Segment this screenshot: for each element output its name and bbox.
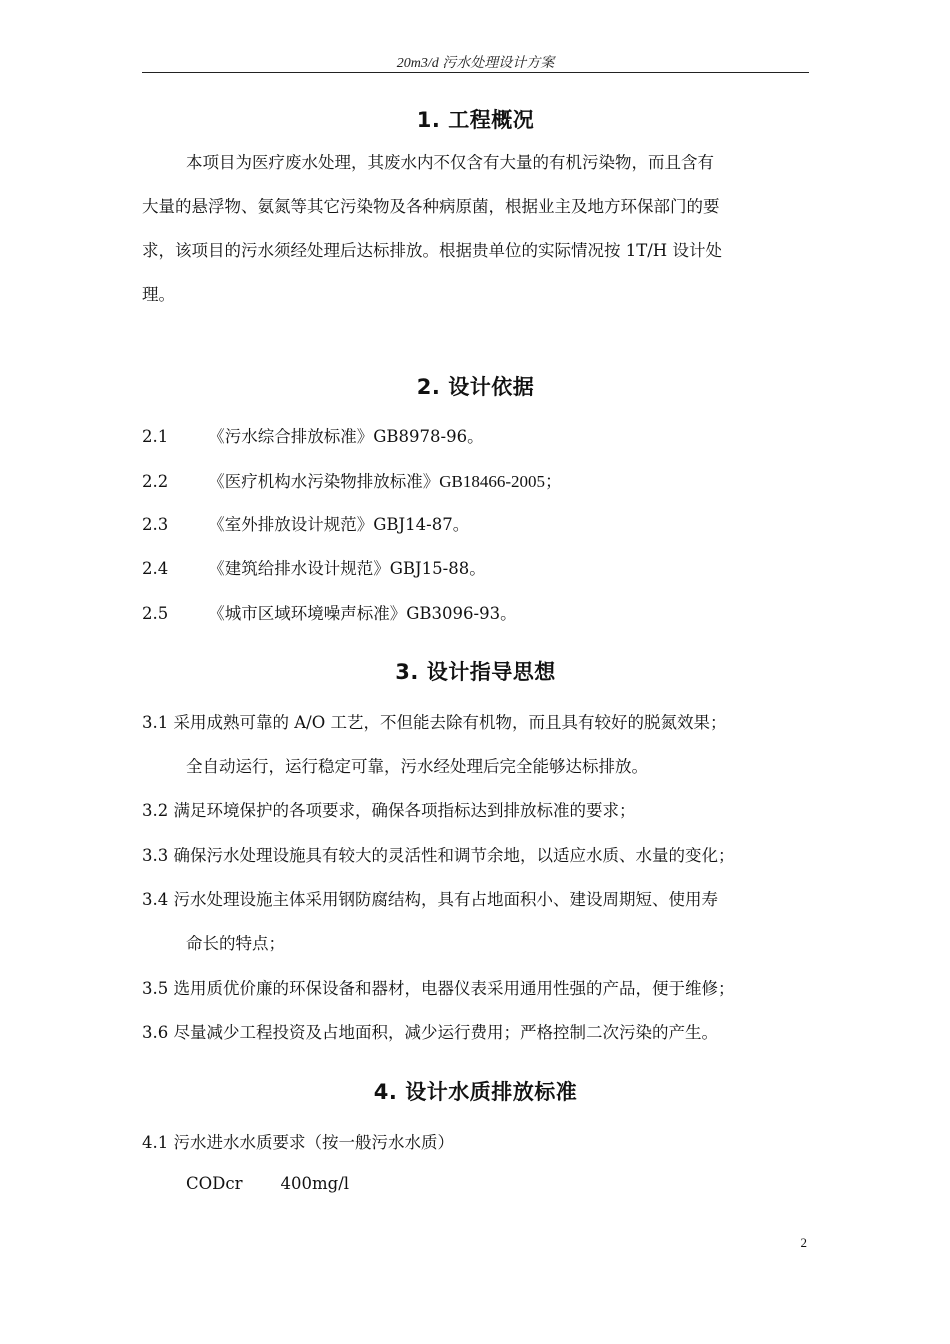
section-2-heading: 2. 设计依据 <box>416 375 535 399</box>
item-number: 2.5 <box>142 604 169 623</box>
item-text: 《室外排放设计规范》GBJ14-87。 <box>208 515 470 534</box>
item-number: 2.2 <box>142 472 169 491</box>
list-item <box>142 600 822 624</box>
list-item: 3.2 满足环境保护的各项要求，确保各项指标达到排放标准的要求； <box>142 801 636 820</box>
parameter-value: 400mg/l <box>280 1174 350 1193</box>
paragraph-line: 大量的悬浮物、氨氮等其它污染物及各种病原菌，根据业主及地方环保部门的要 <box>142 197 720 216</box>
item-text: 《污水综合排放标准》GB8978-96。 <box>208 427 484 446</box>
paragraph-line: 本项目为医疗废水处理，其废水内不仅含有大量的有机污染物，而且含有 <box>186 153 714 172</box>
header-rule <box>142 72 809 73</box>
page-number: 2 <box>800 1235 807 1250</box>
section-1-paragraph <box>142 141 809 317</box>
item-code: GB18466-2005； <box>439 472 563 491</box>
section-4-heading: 4. 设计水质排放标准 <box>373 1080 578 1104</box>
list-item: 3.6 尽量减少工程投资及占地面积，减少运行费用；严格控制二次污染的产生。 <box>142 1023 718 1042</box>
item-number: 2.1 <box>142 427 169 446</box>
list-item: 3.5 选用质优价廉的环保设备和器材，电器仪表采用通用性强的产品，便于维修； <box>142 979 735 998</box>
quality-parameter <box>186 1174 349 1193</box>
parameter-name: CODcr <box>186 1174 243 1193</box>
item-number: 2.4 <box>142 559 169 578</box>
subsection-title: 4.1 污水进水水质要求（按一般污水水质） <box>142 1133 454 1152</box>
list-item <box>142 423 822 447</box>
list-item-continuation: 全自动运行，运行稳定可靠，污水经处理后完全能够达标排放。 <box>186 757 648 776</box>
paragraph-line: 理。 <box>142 285 175 304</box>
list-item <box>142 555 822 579</box>
section-1-heading: 1. 工程概况 <box>416 108 535 132</box>
item-number: 2.3 <box>142 515 169 534</box>
item-text: 《医疗机构水污染物排放标准》 <box>208 472 440 491</box>
list-item-continuation: 命长的特点； <box>186 934 285 953</box>
list-item: 3.4 污水处理设施主体采用钢防腐结构，具有占地面积小、建设周期短、使用寿 <box>142 890 718 909</box>
list-item: 3.1 采用成熟可靠的 A/O 工艺，不但能去除有机物，而且具有较好的脱氮效果； <box>142 713 727 732</box>
list-item <box>142 467 822 492</box>
paragraph-line: 求，该项目的污水须经处理后达标排放。根据贵单位的实际情况按 1T/H 设计处 <box>142 241 722 260</box>
item-text: 《建筑给排水设计规范》GBJ15-88。 <box>208 559 486 578</box>
list-item: 3.3 确保污水处理设施具有较大的灵活性和调节余地，以适应水质、水量的变化； <box>142 846 735 865</box>
list-item <box>142 511 822 535</box>
section-3-heading: 3. 设计指导思想 <box>395 660 556 684</box>
running-header: 20m3/d 污水处理设计方案 <box>396 56 555 71</box>
item-text: 《城市区域环境噪声标准》GB3096-93。 <box>208 604 517 623</box>
